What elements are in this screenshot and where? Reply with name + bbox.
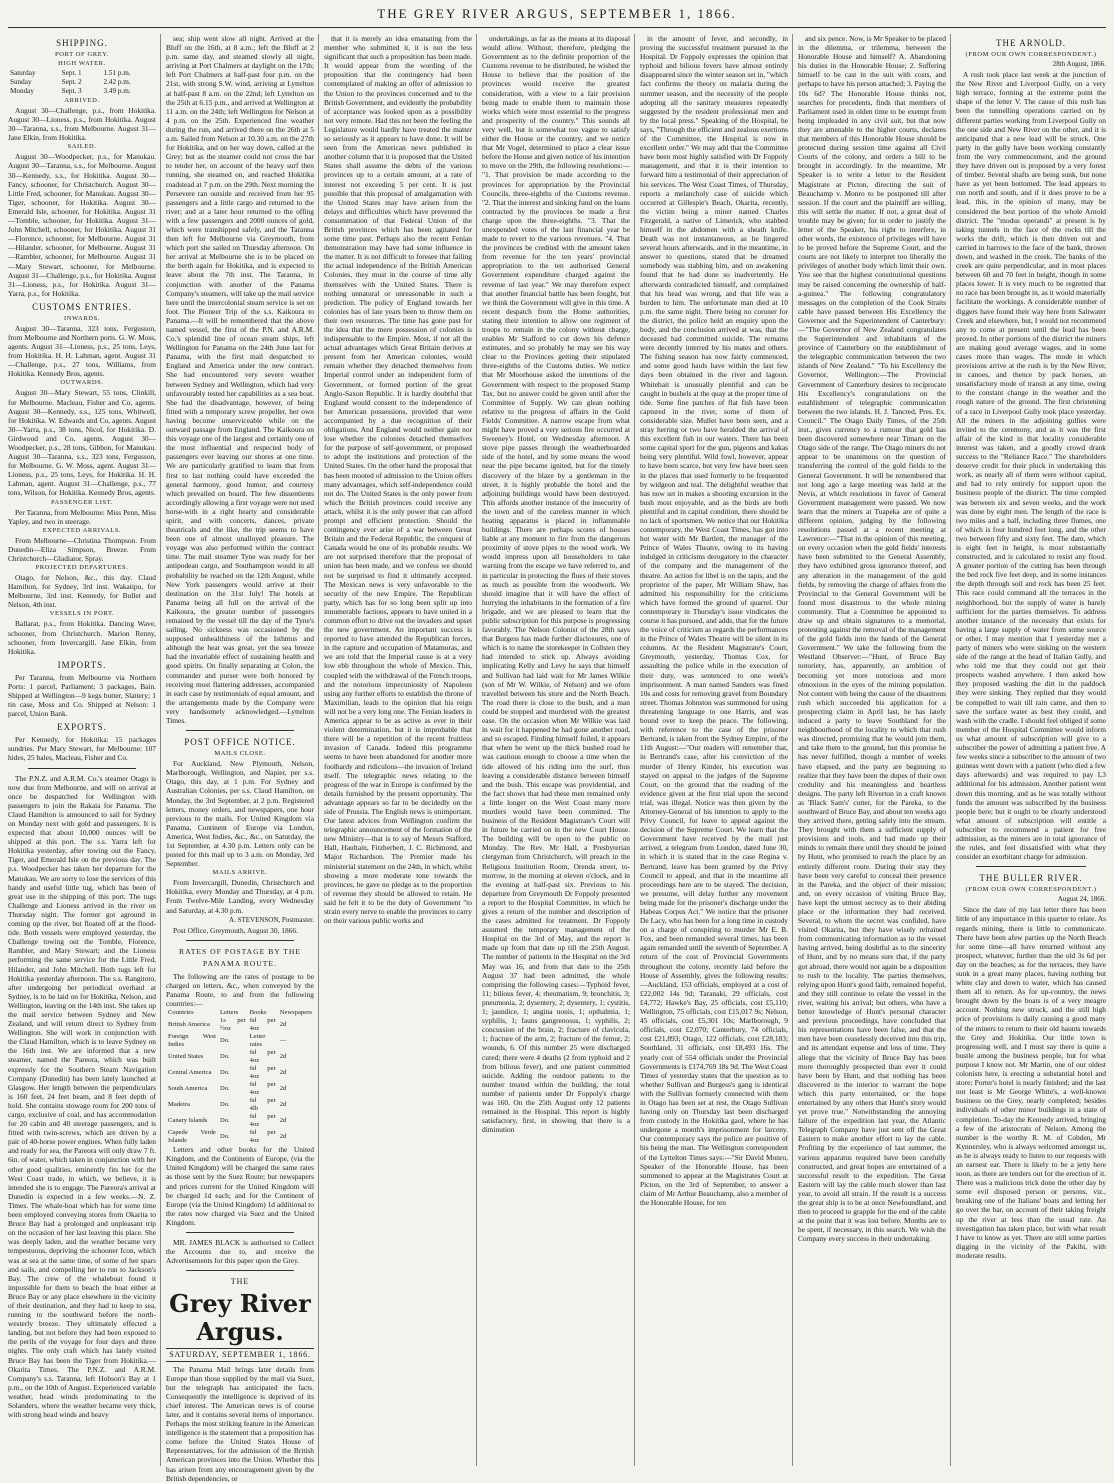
letter-date: August 24, 1866.: [1057, 895, 1106, 904]
table-cell: 2d: [279, 1133, 287, 1141]
table-row: [166, 1129, 314, 1145]
tide-time: 1.51 p.m.: [103, 69, 131, 77]
table-cell: 2d: [279, 1101, 287, 1109]
table-cell: Letter rates: [249, 1033, 266, 1049]
table-row: [166, 1017, 314, 1033]
column-post-office: [166, 34, 314, 1483]
table-cell: 6d per 4oz: [249, 1129, 276, 1145]
letter-date: 28th August, 1866.: [1052, 60, 1106, 68]
table-cell: Capede Verde Islands: [168, 1129, 216, 1145]
table-row: [166, 1113, 314, 1129]
tide-day: Monday: [10, 87, 34, 95]
table-cell: Do.: [219, 1101, 230, 1109]
mails-arrive-label: MAILS ARRIVE.: [212, 869, 268, 877]
table-cell: Foreign West Indies: [168, 1033, 216, 1049]
table-cell: 6d per 4oz: [249, 1113, 276, 1129]
section-heading-rates: RATES OF POSTAGE BY THE PANAMA ROUTE.: [179, 946, 301, 968]
local-news-text: in the amount of fever, and secondly, in proving the successful treatment pursued in the Hospital. Dr Foppoly expresses the opinion that typhoid and bilious fevers have almost entirely disappeared since the winter season set in, "which fact confirms the theory on malaria during the summer season, and the necessity of the people adopting all the sanitary measures repeatedly suggested by the resident professional men and by the local press." Speaking of the Hospital, he says, "Through the efficient and zealous exertions of the Committee, the Hospital is now in excellent order." We may add that the Committee have been most highly satisfied with Dr Foppoly management, and that it is their intention to forward him a testimonial of their appreciation of his services. The West Coast Times, of Thursday, reports a melancholy case of suicide which occurred at Gillespie's Beach, Okarita, recently, the victim being a miner named Charles Fitzgerald, a native of Limerick, who stabbed himself in the abdomen with a sheath knife. Death was not instantaneous, as he lingered several hours afterwards, and in the meantime, in answer to questions, stated that he dreamed somebody was stabbing him, and on awakening found that he had done so inadvertently. He afterwards contradicted himself, and complained that his head was wrong, and that life was a burden to him. The unfortunate man died at 10 p.m. the same night. There being no coroner for the district, the police held an enquiry upon the body, and the conclusion arrived at was, that the deceased had committed suicide. The remains were decently interred by his mates and others. The fishing season has now fairly commenced, and some good hauls have within the last few days been obtained in the river and lagoon. Whitebait is unusually plentiful and can be caught in bushels at the quay at the proper time of tide. Some fine patches of flat fish have been captured in the river, some of them of considerable size. Mullet have been seen, and a stray herring or two have heralded the arrival of this excellent fish in our waters. There has been some capital sport for the gun, pigeons and kakas being very plentiful. Wild fowl, however, appear to have been scarce, but very few have been seen in the places that used formerly to be frequented by widgeon and teal. The delightful weather that has now set in makes a shooting excursion in the bush most enjoyable, and as the birds are both plentiful and in capital condition, there should be no lack of sportsmen. We notice that our Hokitika contemporary, the West Coast Times, has got into hot water with Mr Bartlett, the manager of the Prince of Wales Theatre, owing to its having indulged in criticisms derogatory to the character of the company and the management of the theatre. An action for libel is on the tapis, and the proprietor of the paper, Mr William Shaw, has admitted his responsibility for the criticisms which have formed the ground of quarrel. Our contemporary in Thursday's issue vindicates the course it has pursued, and adds, that for the future the voice of criticism as regards the performances in the Prince of Wales Theatre will be silent in its columns. At the Resident Magistrate's Court, Greymouth, yesterday, Thomas Cox, for assaulting the police while in the execution of their duty, was sentenced to one week's imprisonment. A man named Sanders was fined 10s and costs for removing gravel from Boundary street. Thomas Johnston was summoned for using threatening language to one Harris, and was bound over to keep the peace. The following, with reference to the case of the prisoner Bertrand, is taken from the Sydney Empire, of the 11th August:—"Our readers will remember that, in Bertrand's case, after his conviction of the murder of Henry Kinder, his execution was stayed on appeal to the judges of the Supreme Court, on the ground that the reading of the evidence given at the first trial upon the second trial, was illegal. Notice was then given by the Attorney-General of his intention to apply to the Privy Council, for leave to appeal against the decision of the Supreme Court. We learn that the Government have received by the mail just arrived, a telegram from London, dated June 30, in which it is stated that in the case Regina v. Bertrand, leave has been granted by the Privy Council to appeal, and that in the meantime all proceedings here are to be stayed. The decision, we presume, will delay further any movement being made for the prisoner's discharge under the Habeas Corpus Act." We notice that the prisoner De Lacy, who has been for a long time in custody on a charge of conspiring to murder Mr E. B. Fox, and been remanded several times, has been again remanded until the seventh of September. A return of the cost of Provincial Governments throughout the colony, recently laid before the House of Assembly, gives the following results:—Auckland, 153 officials, employed at a cost of £22,002 14s 9d; Taranaki, 29 officials, cost £4,772; Hawke's Bay, 25 officials, cost £5,110; Wellington, 75 officials, cost £15,017 9s; Nelson, 45 officials, cost £5,301 10s; Marlborough, 9 officials, cost £2,070; Canterbury, 74 officials, cost £21,893; Otago, 122 officials, cost £28,183; Southland, 31 officials, cost £8,493 16s. The yearly cost of 554 officials under the Provincial Governments is £174,769 18s 9d. The West Coast Times of yesterday states that the question as to whether Sullivan and Burgess's gang is identical with the Sullivan formerly connected with them in Otago has been set at rest, the Otago Sullivan having only on Thursday last been discharged from custody in the Hokitika gaol, where he has undergone a month's imprisonment for larceny. Our contemporary says the police are positive of his being the man. The Wellington correspondent of the Lyttelton Times says:—"Sir David Monro, Speaker of the Honorable House, has been summoned to appear at the Magistrates Court at Picton, on the 3rd of September, to answer a claim of Mr Arthur Beauchamp, also a member of the Honorable House, for ten: [640, 34, 788, 1207]
table-cell: Do.: [219, 1053, 230, 1061]
table-cell: Madeira: [168, 1101, 190, 1109]
leader-article-continued: that it is merely an idea emanating from the member who submitted it, it is not the less significant that such a proposition has been made. It would appear from the wording of the proposition that the contingency had been contemplated of making an offer of admission to the Union to the provinces concerned and to the British Government, and evidently the probability of acceptance was looked upon as a possibility not very remote. Had this not been the feeling the Legislature would hardly have treated the matter so seriously as it appears to have done. It will be seen from the American news published in another column that it is proposed that the United States shall assume the debts of the various provinces up to a certain amount, at a rate of interest not exceeding 5 per cent. It is just possible that this proposal of amalgamation with the United States may have arisen from the delays and difficulties which have prevented the consummation of that Federal Union of the British provinces which has been agitated for some time past. Perhaps also the recent Fenian demonstration may have had some influence in the matter. It is not difficult to foresee that failing the actual independence of the British American Colonies, they must in the course of time ally themselves with the United States. There is nothing unnatural or unreasonable in such a prediction. The policy of England towards her colonies has of late years been to throw them on their own resources. The time has gone past for the idea that the mere possession of colonies is indispensable to the Empire. Most, if not all the actual advantages which Great Britain derives at present from her American colonies, would remain whether they detached themselves from Imperial control under an independent form of Government, or formed portion of the great Anglo-Saxon Republic. It is hardly doubtful that England would consent to the independence of her American possessions, provided that were accompanied by a due recognition of their obligations. And England would neither gain nor lose whether the colonies detached themselves for the purpose of self-government, or proposed to adopt the institutions and protection of the United States. On the other hand the proposal that has been mooted of admission to the Union offers many advantages, which self-independence could not do. The United States is the only power from which the British provinces could receive any attack, whilst it is the only power that can afford prompt and efficient protection. Should the contingency ever arise of a war between Great Britain and the Federal Republic, the conquest of Canada would be one of its probable results. We are not surprised therefore that the proposal of union has been made, and we confess we should not be surprised to find it ultimately accepted. The Mexican news is very unfavorable to the security of the new Empire. The Republican party, which has for so long been split up into innumerable factions, appears to have united in a common effort to drive out the invaders and upset the new government. An important success is reported to have attended the Republican forces, in the capture and occupation of Matamoras, and we are told that the Imperial cause is at a very low ebb throughout the whole of Mexico. This, coupled with the withdrawal of the French troops, and the notorious impecuniosity of Napoleon using any further efforts to establish the throne of Maximilian, leads to the opinion that his reign will not be a very long one. The Fenian leaders in America appear to be as active as ever in their violent determination, but it is improbable that there will be a repetition of the recent fruitless invasion of Canada. Indeed this programme seems to have been abandoned for another more foolhardy and ridiculous—the invasion of Ireland itself. The telegraphic news relating to the progress of the war in Europe is confirmed by the details furnished by the present opportunity. The advantage appears so far to be decidedly on the side of Prussia. The English news is unimportant. Our latest advices from Wellington confirm the telegraphic announcement of the formation of the new Ministry—that is to say of Messrs Stafford, Hall, Haultain, Fitzherbert, J. C. Richmond, and Major Richardson. The Premier made his ministerial statement on the 24th, in which, whilst showing a more moderate tone towards the provinces, he gave no pledge as to the proportion of revenue they should be allowed to retain. He said he felt it to be the duty of Government "to strain every nerve to enable the provinces to carry on their various public works and: [324, 34, 472, 926]
column-shipping: [8, 34, 156, 1466]
section-rule: [186, 730, 294, 731]
table-row: [166, 1097, 314, 1113]
post-office-place: Post Office, Greymouth, August 30, 1866.: [173, 925, 298, 935]
table-cell: British America: [168, 1021, 210, 1029]
column-divider: [476, 34, 477, 1466]
correspondent-credit: (FROM OUR OWN CORRESPONDENT.): [965, 51, 1097, 58]
tide-day: Saturday: [10, 69, 36, 77]
table-row: [166, 1033, 314, 1049]
tide-time: 3.49 p.m.: [103, 87, 131, 95]
section-heading-shipping: SHIPPING.: [56, 38, 108, 48]
table-row: [8, 69, 156, 78]
issue-dateline: SATURDAY, SEPTEMBER 1, 1866.: [166, 1348, 314, 1361]
table-cell: 6d per 4oz: [249, 1065, 276, 1081]
table-row: [8, 87, 156, 96]
table-cell: 1s per ½oz: [219, 1017, 246, 1033]
section-rule: [186, 940, 294, 941]
masthead-the: THE: [230, 1277, 250, 1287]
expected-list: From Melbourne—Christina Thompson. From Dunedin—Eliza Simpson, Breeze. From Christchurch—Gladiator, Spray.: [8, 535, 156, 563]
shipping-news-continued: sea; ship went slow all night. Arrived at the Bluff on the 16th, at 8 a.m.; left the Bluff at 2 p.m. same day, and steamed slowly all night, arriving at Port Chalmers at daylight on the 17th; left Port Chalmers at half-past four p.m. on the 21st, with strong S.W. wind, arriving at Lyttelton at half-past 8 a.m. on the 22nd; left Lyttelton on the 25th at 6.15 p.m., and arrived at Wellington at 11 a.m. on the 24th; left Wellington for Nelson at 4 p.m. on the 25th. Experienced fine weather during the run, and arrived there on the 26th at 5 a.m. Sailed from Nelson at 10.30 a.m. on the 27th for Hokitika, and on her way down, called at the Grey; but as the steamer could not cross the bar to tender her, on account of the heavy surf then running, she steamed on, and reached Hokitika roadstead at 7 p.m. on the 29th. Next morning the Persevere ran outside and received from her 95 passengers and a little cargo and returned to the river; and at a later hour returned to the offing with a few passengers and 2000 ounces of gold, which were transhipped safely, and the Taranna then left for Melbourne via Greymouth, from which port she sailed on Thursday afternoon. On her arrival at Melbourne she is to be placed on the berth again for Hokitika, and is expected to leave about the 7th inst. The Taranna, in conjunction with another of the Panama Company's steamers, will take up the mail service here until the intercolonial steam service is set on foot. The Pioneer Trip of the s.s. Kaikoura to Panama.—It will be remembered that the above named vessel, the first of the P.N. and A.R.M. Co.'s splendid line of ocean steam ships, left Wellington for Panama on the 24th June last for Panama, with the first mail despatched to England and America under the new contract. She had encountered very severe weather between Sydney and Wellington, which had very unfavourably tested her capabilities as a sea boat. She had the disadvantage, however, of being fitted with a temporary screw propeller, her own having become unserviceable while on the outward passage from England. The Kaikoura on this voyage one of the largest and certainly one of the most influential and respected body of passengers ever leaving our shores at one time. We are particularly gratified to learn that from first to last nothing could have exceeded the general harmony, good humor, and courtesy which prevailed on board. The few dissentients accordingly allowing a first voyage were not used horse-with in a right hearty and considerable spirit, and with concerts, dances, private theatricals and the like, the trip seems to have been one of almost unalloyed pleasure. The voyage was also performed within the contract time. The mail steamer Tyne was ready for her antipodean cargo, and Southampton would in all probability be reached on the 12th August, while New York passengers would arrive at their destination on the 31st July! The hotels at Panama being all full on the arrival of the Kaikoura, the greater number of passengers remained by the vessel till the day of the Tyne's sailing. No sickness was occasioned by the supposed unhealthiness of the Isthmus and although the heat was great, yet the sea breeze had the invariable effect of sustaining health and good spirits. On finally separating at Colon, the commander and purser were both honored by receiving most flattering addresses, accompanied in each case by testimonials of equal amount, and the arrangements made by the Company were very handsomely acknowledged.—Lyttelton Times.: [166, 34, 314, 726]
table-cell: 2d: [279, 1085, 287, 1093]
tide-date: Sept. 1: [61, 69, 82, 77]
rates-intro: The following are the rates of postage to be charged on letters, &c., when conveyed by the Panama Route, to and from the following countries:—: [166, 971, 314, 1009]
passenger-label: PASSENGER LIST.: [50, 498, 114, 506]
table-cell: 2d: [279, 1069, 287, 1077]
section-heading-arnold: THE ARNOLD.: [996, 38, 1066, 48]
agent-notice: MR. JAMES BLACK is authorised to Collect the Accounts due to, and receive the Advertisements for this paper upon the Grey.: [166, 1238, 314, 1266]
section-rule: [28, 768, 136, 769]
table-cell: South America: [168, 1085, 208, 1093]
column-header: Books: [249, 1009, 267, 1017]
section-rule: [186, 1270, 294, 1271]
table-cell: 6d per 4oz: [249, 1017, 276, 1033]
column-divider: [634, 34, 635, 1466]
passenger-list: Per Taranna, from Melbourne: Miss Penn, Miss Yapley, and two in steerage.: [8, 507, 156, 526]
section-heading-customs: CUSTOMS ENTRIES.: [32, 301, 132, 312]
tide-date: Sept. 2: [61, 78, 82, 86]
table-cell: Do.: [219, 1037, 230, 1045]
column-header: Newspapers: [279, 1009, 312, 1017]
tides-table: [8, 69, 156, 96]
table-row: [166, 1081, 314, 1097]
table-row: [8, 78, 156, 87]
mails-close-label: MAILS CLOSE.: [214, 750, 266, 758]
arrived-list: August 30—Challenge, p.s., from Hokitika. August 30—Lioness, p.s., from Hokitika. August 30—Taranna, s.s., from Melbourne. August 31—Jane Elkin, from Hokitika.: [8, 106, 156, 143]
section-heading-post-office: POST OFFICE NOTICE.: [184, 737, 296, 748]
column-divider: [160, 34, 161, 1466]
table-cell: —: [279, 1037, 287, 1045]
page-masthead: THE GREY RIVER ARGUS, SEPTEMBER 1, 1866.: [377, 6, 737, 21]
tide-time: 2.42 p.m.: [103, 78, 131, 86]
tides-label: HIGH WATER.: [58, 60, 106, 67]
section-heading-exports: EXPORTS.: [57, 722, 107, 733]
table-cell: 2d: [279, 1117, 287, 1125]
exports-list: Per Kennedy, for Hokitika: 15 packages sundries. Per Mary Stewart, for Melbourne: 107 hides, 25 bales, Macleau, Fisher and Co.: [8, 735, 156, 763]
table-cell: 2d: [279, 1053, 287, 1061]
table-row: [166, 1049, 314, 1065]
port-heading: PORT OF GREY.: [55, 51, 109, 58]
column-leader: [324, 34, 472, 1466]
paper-title: Grey River Argus.: [169, 1289, 311, 1347]
table-cell: United States: [168, 1053, 204, 1061]
table-cell: 6d per 4oz: [249, 1081, 276, 1097]
inwards-label: INWARDS.: [63, 314, 101, 322]
table-cell: 6d per 4oz: [249, 1049, 276, 1065]
masthead-rule: [8, 27, 1106, 28]
postmaster-signature: A. STEVENSON, Postmaster.: [229, 915, 314, 924]
outwards-label: OUTWARDS.: [60, 379, 104, 387]
table-cell: Do.: [219, 1133, 230, 1141]
table-cell: Canary Islands: [168, 1117, 208, 1125]
section-heading-imports: IMPORTS.: [57, 659, 107, 670]
table-cell: Do.: [219, 1085, 230, 1093]
arnold-letter: A rush took place last week at the junction of the New River and Liverpool Gully, on a very high terrace, forming at the extreme point the shape of the letter V. The cause of this rush has been the tunnelling operations carried on by different parties working from Liverpool Gully on the one side and New River on the other, and it is anticipated that a new lead will be struck. One party in the gully have been working constantly from the very commencement, and the ground they have driven out is proposed by a very forest of timber. Several shafts are being sunk, but none have as yet been bottomed. The lead appears to run north and south, and if it does prove to be a lead, this, in the opinion of many, may be considered the best portion of the whole Arnold district. The "modus operandi" at present is by taking tunnels in the face of the rocks till the works the drift, which is then driven out and carried in barrows to the face of the bank, thrown down, and washed in the creek. The banks of the creek are quite perpendicular, and in most places between 60 and 70 feet in height, though in some places lower. It is very much to be regretted that no race has been brought in, as it would materially facilitate the workings. A considerable number of diggers have found their way here from Saltwater Creek and elsewhere, but, I would not recommend any to come at present until the lead has been proved. In other portions of the district the miners are making good average wages, and in some cases more than wages. The mode in which provisions arrive at the rush is by the New River, in canoes, and thence by pack horses, an unsatisfactory mode of transit at any time, owing to the constant change in the weather and the rough nature of the ground. The first christening of a race in Liverpool Gully took place yesterday. All the miners in the adjoining gullies were invited to the ceremony, and as it was the first affair of the kind in that locality considerable interest was taken, and a goodly crowd drank success to the "Reliance Race." The shareholders deserve credit for their pluck in undertaking this work, as nearly all of them were without capital, and had to rely entirely for support upon the business people of the district. The time compled was between six and seven weeks, and the work was done by eight men. The length of the race is two miles and a half, including three flumes, one of which is four hundred feet long, and the other two between fifty and sixty feet. The dam, which is eight feet in height, is most substantially constructed, and is calculated to resist any flood. A greater portion of the cutting has been through the bed rock five feet deep, and in some instances the depth through soil and rock has been 25 feet. This race could command all the terraces in the neighborhood, but the supply of water is barely sufficient for the parties themselves. To address another instance of the necessity that exists for having a large supply of water from some source or other, I may mention that I yesterday met a party of miners who were sinking on the western side of the range at the head of Italian Gully, and who told me that they could not get their prospects washed anywhere. I then asked how they proposed washing the dirt in the paddock they were sinking. They replied that they would be compelled to wait till rain came, and then to save the surface water as best they could, and wash with the cradle. I should feel obliged if some member of the Hospital Committee would inform us what amount of subscription will give to a subscriber the power of admitting a patient free. A few weeks since a subscriber to the amount of two guineas went down with a patient (who died a few days afterwards) and was required to pay L3 additional for his admission. Another patient went down this morning, and as he was totally without funds the amount was subscribed by the business people here; but it ought to be clearly understood what amount of subscription will entitle a subscriber to recommend a patient for free admission, as the miners are in total ignorance of the rules, and feel dissatisfied with what they consider an exorbitant charge for admission.: [956, 70, 1106, 862]
local-news-text: undertakings, as far as the means at its disposal would allow. Without, therefore, pledging the Government as to the definite proportion of the Customs revenue to be distributed, he wished the House to believe that the position of the provinces would receive the greatest consideration, with a view to a fair provision being made to enable them to maintain those works which were most essential to the progress and prosperity of the country." This sounds all very well, but is somewhat too vague to satisfy either the House or the country, and we notice that Mr Vogel, determined to place a clear issue before the House and given notice of his intention to move on the 29th, the following resolutions:— "1. That provision be made according to the provinces for appropriation by the Provincial Councils, three-eighths of the Customs revenue. "2. That the interest and sinking fund on the loans contracted by the provinces be made a first charge upon the three-eighths. "3. That the unexpended votes of the last financial year be made to revert to the various revenues. "4. That the provinces be credited with the amount taken from revenue for the ten years' provincial appropriation to the ten authorised General Government expenditure charged against the revenue of last year." We may therefore expect that another financial battle has been fought, but we think the Government will give in this time. A recent despatch from the Home authorities, stating their intention to allow one regiment of troops to remain in the colony without charge, enables Mr Stafford to cut down his defence estimates, and so probably he may see his way clear to the Provinces getting their stipulated three-eighths of the Customs duties. We notice that Mr Moorhouse asked the intentions of the Government with respect to the proposed Stamp Tax, but no answer could be given until after the Committee of Supply. We can glean nothing relative to the progress of affairs in the Gold Fields' Committee. A narrow escape from what might have proved a very serious fire occurred at Sweeney's Hotel, on Wednesday afternoon. A stove pipe passes through the weatherboarded side of the hotel, and by some means the wood near the pipe became ignited, but for the timely discovery of the blaze by a gentleman in the street, it is highly probable the hotel and the adjoining buildings would have been destroyed. This affords another instance of the insecurity of the town and of the careless manner in which heating apparatus is placed in inflammable buildings. There are perhaps scores of houses liable at any moment to fire from the dangerous proximity of stove pipes to the wood work. We would impress upon all householders to take warning from the escape we have referred to, and in particular in protecting the flues of their stoves as much as possible from the woodwork. We should imagine that it will have the effect of hurrying the inhabitants in the formation of a fire brigade, and we are pleased to learn that the public subscription for this purpose is progressing favorably. The Nelson Colonist of the 28th says that Burgess has made further disclosures, one of which is to name the storekeeper in Collsten they had intended to stick up. Always avoiding implicating Kelly and Levy he says that himself and Sullivan had laid wait for Mr James Wilkie (son of Mr W. Wilkie, of Nelson) and we often travelled between his store and the North Beach. The road there is close to the bush, and a man could be stopped and murdered with the greatest ease. On the occasion when Mr Wilkie was laid in wait for it happened he had gone another road, and so escaped. Finding himself foiled, it appears that when he went up the thick bushed road he was cautious enough to choose a time when the tide allowed of his riding into the surf, thus leaving a considerable distance between himself and the bush. This escape was providential, and the fact shows that had these men remained only a little longer on the West Coast many more murders would have been committed. The business of the Resident Magistrate's Court will in future be carried on in the new Court House. The building will be open to the public on Monday. The Rev. Mr Hall, a Presbyterian clergyman from Christchurch, will preach in the Religious Institution Room, Orenda street, to-morrow, in the morning at eleven o'clock, and in the evening at half-past six. Previous to his departure from Greymouth Dr Foppoly presented a report to the Hospital Committee, in which he gives a return of the number and description of the cases admitted for treatment. Dr Foppoly assumed the temporary management of the Hospital on the 3rd of May, and the report is made up from that date up till the 25th August. The number of patients in the Hospital on the 3rd May was 16, and from that date to the 25th August 37 had been admitted, the whole comprising the following cases:—Typhoid fever, 11; bilious fever, 4; rheumatism, 9; bronchitis, 3; pneumonia, 2; dysentery, 2; dysentery, 1; cystitis, 1; jaundice, 1; angina nonis, 1; opthalmia, 1; syphilis, 1; fauns gangrenosus, 1; syphilis, 2; concussion of the brain, 2; fracture of clavicula, 1; fracture of the arm, 2; fracture of the femur, 2; wounds, 6. Of this number 25 were discharged cured; there were 4 deaths (2 from typhoid and 2 from bilious fever), and one patient committed suicide. Adding the outdoor patients to the number treated within the building, the total number of patients under Dr Foppoly's charge was 160. On the 25th August only 12 patients remained in the Hospital. This report is highly satisfactory, first, in showing that there is a diminution: [482, 34, 630, 1135]
rates-table: [166, 1009, 314, 1145]
leader-article: The Panama Mail brings later details from Europe than those supplied by the mail via Suez, but the telegraph has anticipated the facts. Consequently the intelligence is deprived of its chief interest. The American news is of course later, and it contains several items of importance. Perhaps the most striking feature in the American intelligence is the statement that a proposition has come before the United States House of Representatives, for the admission of the British American provinces into the Union. Whether this has arisen from any encouragement given by the British dependencies, or: [166, 1364, 314, 1483]
section-rule: [186, 1232, 294, 1233]
column-correspondence: [956, 34, 1106, 1466]
table-cell: Do.: [219, 1069, 230, 1077]
mails-close-text: For Auckland, New Plymouth, Nelson, Marlborough, Wellington, and Napier, per s.s. Otago, this day, at 1 p.m. For Sydney and Australian Colonies, per s.s. Claud Hamilton, on Monday, the 3rd September, at 2 p.m. Registered letters, money orders, and newspapers, one hour previous to the mails. For United Kingdom via Panama, Continent of Europe via London, America, West Indies, &c., &c., on Saturday, the 1st September, at 4.30 p.m. Letters only can be posted for this mail up to 3 a.m. on Monday, 3rd September.: [166, 759, 314, 869]
imports-list: Per Taranna, from Melbourne via Northern Ports: 1 parcel, Parliament; 3 packages, Bain. Shipped at Wellington—9 kegs butter, Slattery; 1 tin case, Moss and Co. Shipped at Nelson: 1 parcel, Union Bank.: [8, 672, 156, 719]
table-cell: 6d per 4lb: [249, 1097, 276, 1113]
table-cell: 2d: [279, 1021, 287, 1029]
expected-label: EXPECTED ARRIVALS.: [42, 526, 122, 534]
column-local-news-2: [640, 34, 788, 1466]
column-header: Letters: [219, 1009, 239, 1017]
rates-note: Letters and other books for the United Kingdom, and the Continents of Europe, (via the United Kingdom) will be charged the same rates as those sent by the Suez Route; but newspapers and prices current for the United Kingdom will be charged 1d each; and for the Continent of Europe (via the United Kingdom) 1d additional to the rates now charged via Suez and the United Kingdom.: [166, 1145, 314, 1227]
vessels-label: VESSELS IN PORT.: [49, 610, 115, 618]
arrived-label: ARRIVED.: [64, 97, 100, 104]
section-rule: [976, 866, 1086, 867]
correspondent-credit: (FROM OUR OWN CORRESPONDENT.): [965, 886, 1097, 894]
mails-arrive-text: From Invercargill, Dunedin, Christchurch and Hokitika, every Monday and Thursday, at 4 p.m. From Twelve-Mile Landing, every Wednesday and Saturday, at 4.30 p.m.: [166, 878, 314, 915]
column-local-news-1: [482, 34, 630, 1466]
column-local-news-3: [798, 34, 946, 1466]
column-divider: [318, 34, 319, 1466]
shipping-news: The P.N.Z. and A.R.M. Co.'s steamer Otago is now due from Melbourne, and will on arrival at once be despatched for Wellington with passengers to join the Rakaia for Panama. The Claud Hamilton is announced to sail for Sydney on Monday next with gold and passengers. It is expected that about 10,000 ounces will be shipped at this port. The s.s. Yarra left for Hokitika yesterday, after towing out the Fancy, Tiger, and Emerald Isle on the previous day. The p.s. Woodpecker has taken her departure for the Manukau. We are sorry to lose the services of this handy and useful little tug, which has been of great use in the shipping of this port. The tugs Challenge and Lioness arrived in the river on Thursday night. The former got aground in coming up the river, but floated off at the flood-tide. Both vessels were employed yesterday, the Challenge towing out the Tomble, Florence, Rambler, and Mary Stewart; and the Lioness performing the same service for the Little Fred, Hilander, and John Mitchell. Both tugs left for Hokitika yesterday afternoon. The s.s. Rangitoto, after undergoing her periodical overhaul at Sydney, is to be laid on for Hokitika, Nelson, and Wellington, leaving on the 14th inst. She takes up the mail service between Sydney and New Zealand, and will return direct to Sydney from Wellington. She will work in conjunction with the Claud Hamilton, which is to leave Sydney on the 16th inst. We are informed that a new steamer, named the Pareora, which was built expressly for the Southern Steam Navigation Company (Dunedin) has been lately launched at Glasgow. Her length between the perpendiculars is 160 feet, 24 feet beam, and 8 feet depth of hold. She contains stowage room for 200 tons of cargo, exclusive of coal, and has accommodation for 20 cabin and 40 steerage passengers, and is fitted with twin-screws, which are driven by a pair of 40-horse power engines. When fully laden and ready for sea, the Pareora will only draw 7 ft. 6in. of water, which taken in conjunction with her other good qualities, eminently fits her for the West Coast trade, in which, we believe, it is intended she is to engage. The Pareora's arrival at Dunedin is expected in a few weeks.—N. Z. Times. The whale-boat which has for some time been employed conveying stores from Okarita to Bruce Bay had a prolonged and unpleasant trip on the occasion of her last leaving this place. She was deeply laden, and the weather became very tempestuous, depriving the schooner Icon, which was at sea at the same time, of some of her spars and sails, and compelling her to run to Jackson's Bay. The crew of the whaleboat found it impossible for them to beach the boat either at Bruce Bay or any place elsewhere in the vicinity of their destination, and they had to keep to sea, running to the southward before the north-westerly breeze. They ultimately effected a landing, but not before they had been exposed to the perils of the voyage for four days and three nights. The only craft which has lately visited Bruce Bay has been the Tiger from Hokitika.—Okarita Times. The P.N.Z. and A.R.M. Company's s.s. Taranna, left Hobson's Bay at 1 p.m., on the 10th of August. Experienced variable weather, head winds predominating to the Solanders, where the weather became very thick, with strong head winds and heavy: [8, 773, 156, 1420]
projected-list: Otago, for Nelson, &c., this day. Claud Hamilton, for Sydney, 3rd inst. Wakatipu, for Melbourne, 3rd inst. Kennedy, for Buller and Nelson, 4th inst.: [8, 573, 156, 610]
table-cell: Do.: [219, 1117, 230, 1125]
local-news-text: and six pence. Now, is Mr Speaker to be placed in the dilemma, or trilemma, between the Honorable House and himself? A. Abandoning his duties in the Honorable House; 2. Suffering himself to be cast in the suit with costs, and perhaps to have his person attached; 3. Paying the 10s 6d? The Honorable House thinks not, searches for precedents, finds that members of Parliament used in olden time to be exempt from being impleaded in any civil suit, but that now they are amenable to the higher courts, declares that members of this Honorable House should be protected during session time against all Civil Courts of the colony, and orders a bill to be brought in accordingly. In the meantime, Mr Speaker is to write a letter to the Resident Magistrate at Picton, directing the suit of Beauchamp v. Monro to be postponed till after session. If the court and the plaintiff are willing, this will settle the matter. If not, a great deal of trouble may be given; for in order to justify the letter of the Speaker, his right to interfere, in other words, the existence of privileges will have to be proved before the Supreme Court, and the courts are not likely to interpret too liberally the privileges of another body which limit their own. You see that the highest constitutional questions may be raised concerning the ownership of half-a-guinea." The following congratulatory messages on the completion of the Cook Straits cable have passed between His Excellency the Governor and the Superintendent of Canterbury:—"The Governor of New Zealand congratulates the Superintendent and inhabitants of the province of Canterbury on the establishment of the telegraphic communication between the two islands of New Zealand." "To his Excellency the Governor, Wellington:—The Provincial Government of Canterbury desires to reciprocate His Excellency's congratulations on the establishment of telegraphic communication between the two islands. H. J. Tancred, Pres. Ex. Council." The Otago Daily Times, of the 25th inst., gives currency to a rumour that gold has been discovered somewhere near Timaru on the Otago side of the range. The Otago miners do not appear to be unanimous on the question of transferring the control of the gold fields to the General Government. It will be remembered that not long ago a large meeting was held at the Nevis, at which resolutions in favor of General Government management were passed. We now learn that the miners at Tuapeka are of quite a different opinion, judging by the following resolutions passed at a recent meeting at Lawrence:—"That in the opinion of this meeting, on every occasion when the gold fields' interests have been submitted to the General Assembly, they have exhibited gross ignorance thereof, and any alteration in the management of the gold fields, by removing the charge of affairs from the Provincial to the General Government will be found most disastrous to the whole mining community. That a Committee be appointed to draw up and obtain signatures to a memorial, protesting against the removal of the management of the gold fields into the hands of the General Government." We take the following from the Westland Observer:—"Hunt, of Bruce Bay notoriety, has, apparently, an ambition of becoming yet more notorious and more obnoxious in the eyes of the mining population. Not content with being the cause of the disastrous rush which succeeded his application for a prospecting claim in April last, he has lately induced a party to leave Southland for the neighbourhood of the locality to which that rush was directed, promising that he would join them, and take them to the ground, but this promise he has never fulfilled, though a number of weeks have elapsed, and the party are beginning to realize that they have been the dupes of their own credulity and his meaningless and heartless designs. The party left Riverton in a craft known as 'Black Sam's' cutter, for the Pareka, to the southward of Bruce Bay, and about ten weeks ago they arrived there, getting safely into the stream. They brought with them a sufficient supply of provisions and tools, and had made up their minds to remain there until they should be joined by Hunt, who promised to reach the place by an entirely different route. During their stay they have been very careful to conceal their presence in the Pareka, and the object of their mission; and, on every occasion of visiting Bruce Bay, have kept the utmost secrecy as to their abiding place or the information they had received. Several, to whom the secret was confided, have visited Okarita, but they have wisely refrained from communicating information as to the vessel having arrived, being doubtful as to the sincerity of Hunt, and by no means sure that, if the party got abroad, there would not again be a disposition to rush to the locality. The parties themselves, relying upon Hunt's good faith, remained hopeful, and they still continue to relate the vessel in the river, waiting his arrival; but others, who have a better knowledge of Hunt's personal character and previous proceedings, have concluded that his representations have been false, and that the men have been ceaselessly deceived into this trip, and its attendant expense and loss of time. They allege that the vicinity of Bruce Bay has been more thoroughly prospected than ever it could have been by Hunt, and that nothing has been discovered in the interior to warrant the hope which this party entertained, or the hope entertained by any others that Hunt's story would yet prove true." Notwithstanding the annoying failure of the expedition last year, the Atlantic Telegraph Company have just sent off the Great Eastern to make another effort to lay the cable. Profiting by the experience of last summer, the various apparatus required have been carefully constructed, and great hopes are entertained of a successful result to the expedition. The Great Eastern will lay the cable much slower than last year, to avoid all strain. If the result is a success the great ship is to be at once Newfoundland, and then to proceed to grapple for the end of the cable at the point that it was lost before. Months are to be spent, if necessary, in this search. We wish the Company every success in their undertaking.: [798, 34, 946, 1244]
column-header: Countries: [168, 1009, 194, 1017]
table-header-row: [166, 1009, 314, 1017]
sailed-list: August 30—Woodpecker, p.s., for Manukau. August 30—Taranna, s.s., for Melbourne. August 30—Kennedy, s.s., for Hokitika. August 30—Fancy, schooner, for Christchurch. August 30—Little Fred, schooner, for Manukau. August 30—Tiger, schooner, for Hokitika. August 30—Emerald Isle, schooner, for Hokitika. August 31—Tomble, schooner, for Hokitika. August 31—John Mitchell, schooner, for Hokitika. August 31—Florence, schooner, for Melbourne. August 31—Hilander, schooner, for Melbourne. August 31—Rambler, schooner, for Melbourne. August 31—Mary Stewart, schooner, for Melbourne. August 31—Challenge, p.s., for Hokitika. August 31—Lioness, p.s., for Hokitika. August 31—Yarra, p.s., for Hokitika.: [8, 152, 156, 298]
table-row: [166, 1065, 314, 1081]
tide-day: Sunday: [10, 78, 32, 86]
vessels-list: Ballarat, p.s., from Hokitika. Dancing Wave, schooner, from Christchurch. Marion Renny, schooner, from Invercargill. Jane Elkin, from Hokitika.: [8, 619, 156, 656]
projected-label: PROJECTED DEPARTURES.: [35, 564, 129, 572]
table-cell: Central America: [168, 1069, 212, 1077]
inwards-list: August 30—Taranna, 323 tons, Fergusson, from Melbourne and Northern ports. G. W. Moss, agents. August 31—Lioness, p.s., 25 tons, Leys, from Hokitika. H. H. Lahman, agent. August 31—Challenge, p.s., 27 tons, Williams, from Hokitika. Kennedy Bros, agents.: [8, 323, 156, 379]
column-divider: [950, 34, 951, 1466]
buller-letter: Since the date of my last letter there has been little of any importance in this quarter to relate. As regards mining, there is little to communicate. There have been afew parties up the North Beach for some time—all have returned without any prospect, whatever, further than the old 3s 6d per day on the beaches; as for the terraces, they have sunk in a great many places, having nothing but white clay and down to water, which has caused them all to return. As for up-country, the news brought down by the boats is of a very meagre account. Nothing new struck, and the still high price of provisions is daily causing a good many of the miners to return to their old haunts towards the Grey and Hokitika. Our little town is progressing well, and I must say there is quite a bustle among the business people, but for what purpose I know not. Mr Martin, one of our oldest colonists here, is erecting a substantial hotel and store; Porter's hotel is nearly finished; and the last not least is Mr George White's, a well-known business on the Grey, nearly completed; besides individuals of other minor buildings in a state of completion. To-day the Kennedy arrived, bringing a few of the aristocrats of Nelson. Among the number is the worthy R. M. of Cobden, Mr Kynnersley, who is always welcomed amongst us, as he is always ready to listen to our requests with an earnest ear. There is likely to be a jetty here soon, as there are tenders out for the erection of it. There was a malicious trick done the other day by some evil disposed person or persons, viz., breaking one of the Italians' boats and letting her go over the bar, on account of their taking freight up the river at less than the usual rate. An investigation has taken place, but with what result I have to know as yet. There are still some parties digging in the vicinity of the Pakihi, with moderate results.: [956, 905, 1106, 1260]
section-heading-buller: THE BULLER RIVER.: [979, 873, 1083, 884]
sailed-label: SAILED.: [67, 143, 97, 151]
tide-date: Sept. 3: [61, 87, 82, 95]
outwards-list: August 30—Mary Stewart, 55 tons, Clinkill, for Melbourne. Macleau, Fisher and Co, agents. August 30—Kennedy, s.s., 125 tons, Whitwell, for Hokitika. W. Edwards and Co, agents. August 30—Yarra, p.s., 38 tons, Nicol, for Hokitika. D. Girdwood and Co, agents. August 30—Woodpecker, p.s., 28 tons, Gibbon, for Manukau. August 30—Taranna, s.s., 323 tons, Fergusson, for Melbourne. G. W. Moss, agent. August 31—Lioness, p.s., 25 tons, Leys, for Hokitika. H. H. Lahman, agent. August 31—Challenge, p.s., 77 tons, Wilson, for Hokitika. Kennedy Bros, agents.: [8, 388, 156, 498]
column-divider: [792, 34, 793, 1466]
